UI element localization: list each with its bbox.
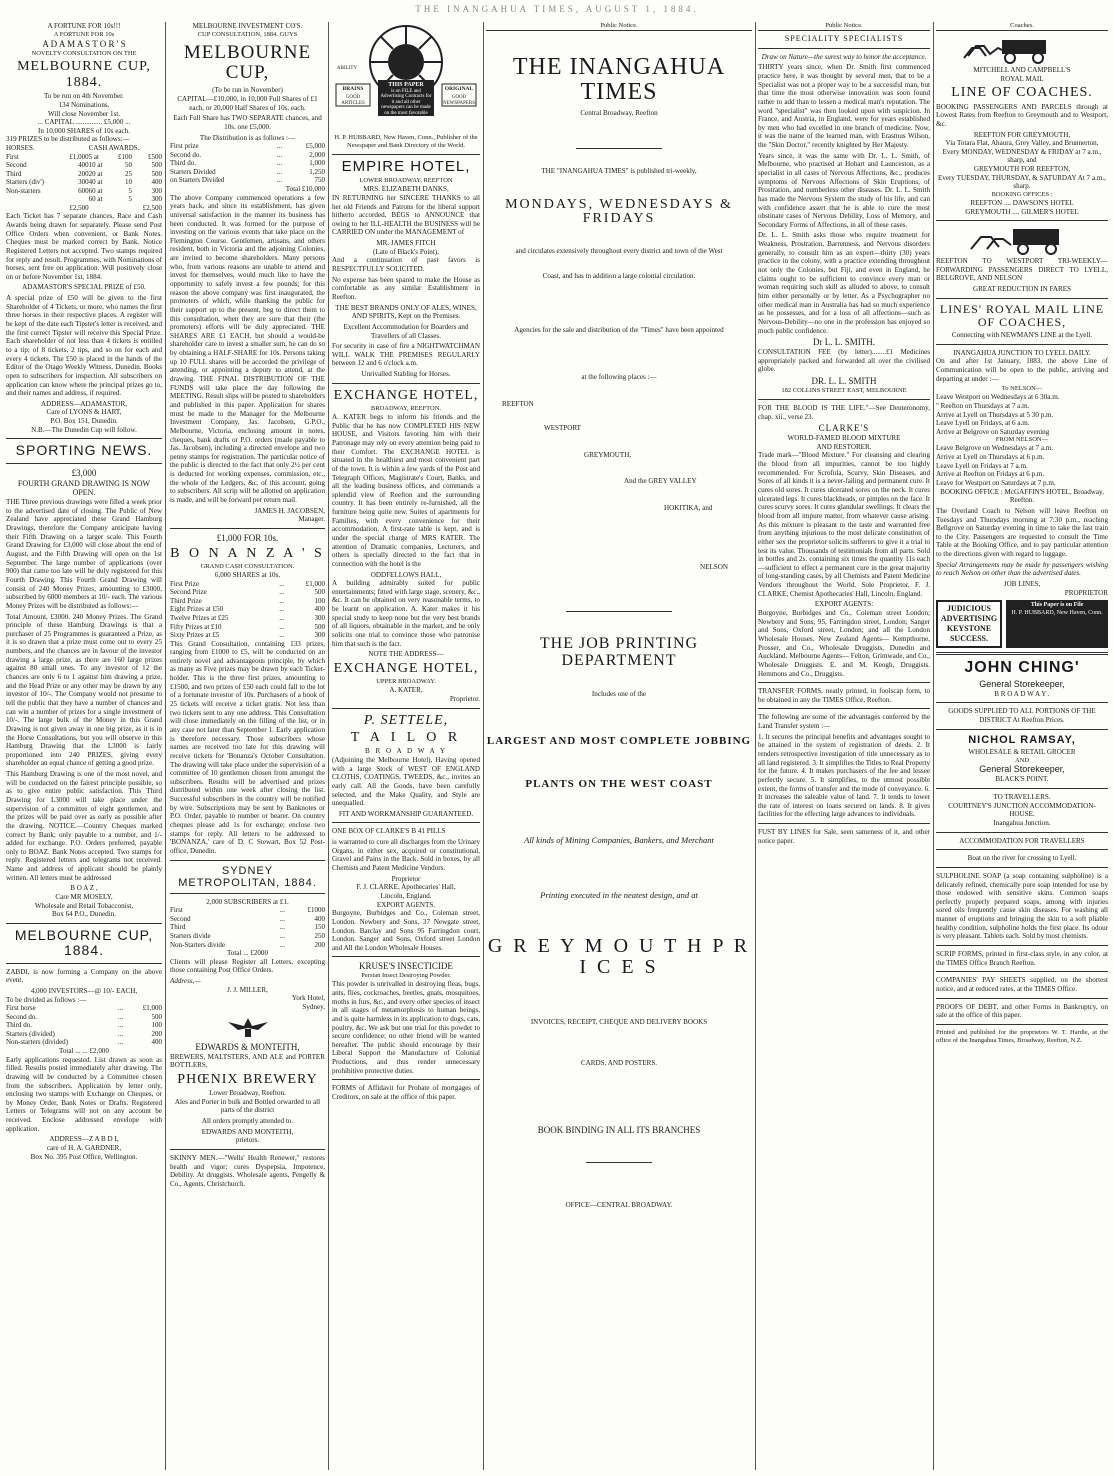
column-rule <box>483 22 484 1470</box>
body-text: Clients will please Register all Letters, excepting those containing Post Office Orders. <box>170 957 325 975</box>
empire-title: EMPIRE HOTEL, <box>341 157 471 175</box>
body-text: Excellent Accommodation for Boarders and Travellers of all Classes. <box>343 322 469 340</box>
companies-ad: COMPANIES' PAY SHEETS supplied, on the shortest notice, and at reduced rates, at the TIMES Office. <box>936 976 1108 993</box>
place-westport: WESTPORT <box>544 424 582 433</box>
hubbard-ad <box>936 600 1108 648</box>
address-line: P.O. Box 151, Dunedin. <box>50 417 118 426</box>
sporting-news-heading: SPORTING NEWS. <box>15 442 153 459</box>
export-label: EXPORT AGENTS. <box>376 900 436 909</box>
largest-line: LARGEST AND MOST COMPLETE JOBBING <box>486 734 752 747</box>
job-dept-title: THE JOB PRINTING DEPARTMENT <box>539 635 699 670</box>
table-row: Sixty Prizes at £5 ... 300 <box>170 631 325 640</box>
place-hokitika: HOKITIKA, and <box>664 504 713 513</box>
tailor-title: T A I L O R <box>350 729 462 745</box>
body-text: THIRTY years since, when Dr. Smith first commenced practice here, it was thought by several men, that to be a Specialist was not a proper way to be a successful man, but that time the most otherwise innovation was soon found rather to add than to lessen a medical man's reputation. The word "specialist" was then looked upon with suspicion. In France, and Austria, in England, were for years established by men who had excelled in one branch of medicine. Now, it was the name of the learned man, with Erasmus Wilson, the "Skin Doctor," recently knighted by Her Majesty. <box>758 63 930 150</box>
bonanza-shares: 6,000 SHARES at 10s. <box>214 571 281 580</box>
table-row: Third do. ... 100 <box>6 1021 162 1030</box>
courtney-heading: COURTNEY'S JUNCTION ACCOMMODATION-HOUSE. <box>948 801 1096 819</box>
fortune-heading: A FORTUNE FOR 10s!!! <box>47 22 121 30</box>
body-text: No expense has been spared to make the House as comfortable as any similar Establishment in Reefton. <box>332 275 480 301</box>
brewers-line: BREWERS, MALTSTERS, AND ALE and PORTER BOTTLERS, <box>170 1052 325 1070</box>
bonanza-amount: £1,000 FOR 10s. <box>216 532 279 543</box>
eagle-icon <box>218 1014 278 1040</box>
proprietor: Proprietor. <box>449 694 480 703</box>
route: REEFTON FOR GREYMOUTH, <box>973 130 1071 139</box>
gen-store: General Storekeeper, <box>979 764 1065 775</box>
boaz-line: Box 64 P.O., Dunedin. <box>51 910 117 919</box>
body-text: A. KATER begs to inform his friends and the Public that he has now COMPLETED HIS NEW HOUSE, and Visitors favoring him with their Patronage may rely on every attention being paid to their Comfort. The EXCHANGE HOTEL is situated in the healthiest and most convenient part of the town. It is within a few yards of the Post and Telegraph Offices, Magistrate's Court, Banks, and all the leading business offices, and commands a splendid view of Reefton and the surrounding country. It has been entirely re-furnished, all the furniture being quite new. Suites of apartments for Families, with every convenience for their accommodation. A first-rate table is kept, and is under the special charge of MRS KATER. The attention of Dramatic companies, Lecturers, and others is specially directed to the fact that in connection with the hotel is the <box>332 413 480 568</box>
table-row: First horse ... £1,000 <box>6 1004 162 1013</box>
fitch: MR. JAMES FITCH <box>376 239 436 248</box>
skinny-men-ad: SKINNY MEN.—"Wells' Health Renewer," restores health and vigor; cures Dyspepsia, Impotence, Debility. At druggists. Wholesale agents, Pengelly & Co., Agents, Christchurch. <box>170 1154 325 1188</box>
body-text: Burgoyne, Burbidges and Co., Coleman street London; Newbery and Sons, 95, Farringdon street, London; Sanger and Sons, Oxford street, London; and all the London Wholesale Houses. New Zealand Agents— Kempthorne, Prosser, and Co., Wholesale Druggists, Dunedin and Auckland. Melbourne Agents— Felton, Grimwade, and Co., Wholesale Druggists. E. and M. Keogh, Druggists. Hemmons and Co., Druggists. <box>758 609 930 678</box>
investment-sub: CUP CONSULTATION, 1884. GUYS <box>197 30 298 38</box>
table-row: Second 400 10 at 50 500 <box>6 161 162 170</box>
place-reefton: REEFTON <box>502 399 534 408</box>
clarke-heading: ONE BOX OF CLARKE'S B 41 PILLS <box>332 827 446 836</box>
column-rule <box>328 22 329 1470</box>
exchange-sub: BROADWAY, REEFTON. <box>370 405 442 413</box>
body-text: On and after 1st January, 1883, the above Line of Communication will be open to the public, arriving and departing at under :— <box>936 357 1108 383</box>
table-row: Second do. ... 500 <box>6 1012 162 1021</box>
circulation-line: Coast, and has in addition a large colonial circulation. <box>542 271 696 280</box>
settele-title: P. SETTELE, <box>363 712 449 728</box>
boaz-name: B O A Z , <box>70 884 98 893</box>
bonanza-sub: GRAND CASH CONSULTATION. <box>200 563 295 571</box>
investors: 4,000 INVESTORS—@ 10/- EACH, <box>30 987 138 996</box>
running-head: THE INANGAHUA TIMES, AUGUST 1, 1884. <box>415 4 699 14</box>
table-row: Third ... 150 <box>170 923 325 932</box>
office-address: OFFICE—CENTRAL BROADWAY. <box>565 1201 673 1210</box>
sydney-sub: 2,000 SUBSCRIBERS at £1. <box>206 897 289 906</box>
line-of-coaches: LINE OF COACHES. <box>951 85 1093 101</box>
mitchell-heading: MITCHELL AND CAMPBELL'S <box>973 65 1071 74</box>
to-nelson: To NELSON— <box>1001 385 1043 393</box>
signature-title: Manager. <box>298 515 325 524</box>
column-5 <box>758 22 930 1470</box>
job-lines: JOB LINES, <box>1003 580 1041 588</box>
export-label: EXPORT AGENTS: <box>814 600 874 609</box>
table-row: First prize ... £5,000 <box>170 142 325 151</box>
body-text: is warranted to cure all discharges from the Urinary Organs, in either sex, acquired or constitutional, Gravel and Pains in the Back. Sold in boxes, by all Chemists and Patent Medicine Vendors. <box>332 838 480 873</box>
address-line: Box No. 395 Post Office, Wellington. <box>30 1152 138 1161</box>
timetable-line: Leave Westport on Wednesdays at 6 30a.m. <box>936 393 1060 402</box>
advantages-list: 1. It secures the principal benefits and advantages sought to be attained in the system of registration of deeds. 2. It renders retrospective investigation of title unnecessary as to all land registered. 3. It simplifies the Titles to Real Property for the future. 4. It makes purchasers of the fee and lessee perfectly secure. 5. It simplifies, to the utmost possible extent, the forms of transfer and the mode of conveyance. 6. It increases the saleable value of land. 7. It tends to lower the rate of interest on loans secured on lands. 8. It gives facilities for the effecting large advances to individuals. <box>758 732 930 819</box>
investment-heading: MELBOURNE INVESTMENT CO'S. <box>192 22 303 30</box>
scrip-ad: SCRIP FORMS, printed in first-class style, in any color, at the TIMES Office Branch Reefton. <box>936 950 1108 967</box>
place-grey-valley: And the GREY VALLEY <box>624 477 697 486</box>
bonanza-table <box>170 580 325 640</box>
hubbard-badge <box>332 22 480 134</box>
timetable-line: " Reefton on Thursdays at 7 a.m. <box>936 401 1030 410</box>
ching-broadway: B R O A D W A Y . <box>994 689 1050 698</box>
table-row: First ... £1000 <box>170 906 325 915</box>
horses-header: HORSES. <box>6 144 35 153</box>
ching-store: General Storekeeper, <box>979 678 1065 689</box>
drsmith-heading-2: DR. L. L. SMITH <box>811 376 877 387</box>
body-text: Unrivalled Stabling for Horses. <box>361 370 451 379</box>
zabdi-total: Total ... ... £2,000 <box>59 1046 109 1055</box>
badge-label: GOOD ARTICLES <box>341 95 365 107</box>
body-text: Each Ticket has 7 separate chances, Race and Cash Awards being drawn for separately. Please send Post Office Orders when convenient, or Bank Notes. Cheques must be marked correct by Bank. Notice Registered Letters not accepted. Two stamps required for reply and result. Programmes, with Nominations of horses, sent free on application. Will positively close on or before November 1st, 1884. <box>6 212 162 281</box>
booking-office: REEFTON .... DAWSON'S HOTEL <box>970 198 1074 207</box>
days-line: MONDAYS, WEDNESDAYS & FRIDAYS <box>505 196 733 227</box>
published-line: THE "INANGAHUA TIMES" is published tri-weekly, <box>541 166 697 175</box>
table-row: Starters (divided) ... 200 <box>6 1029 162 1038</box>
exchange-title-2: EXCHANGE HOTEL, <box>333 660 479 676</box>
table-row: Starters (div') 300 40 at 10 400 <box>6 178 162 187</box>
boaz-line: Wholesale and Retail Tobacconist, <box>34 901 134 910</box>
column-rule <box>165 22 166 1470</box>
transfer-forms: TRANSFER FORMS, neatly printed, in foolscap form, to be obtained in any the TIMES Office, Reefton. <box>758 687 930 704</box>
drsmith-heading: Dr L. L. SMITH. <box>813 337 875 348</box>
timetable-line: Arrive at Lyell on Thursdays at 6 p.m. <box>936 453 1045 462</box>
body-text: Ales and Porter in bulk and Bottled orwarded to all parts of the district <box>174 1097 321 1115</box>
proofs-ad: PROOFS OF DEBT, and other Forms in Bankruptcy, on sale at the office of this paper. <box>936 1002 1108 1020</box>
sulpholine-ad: SULPHOLINE SOAP (a soap containing sulpholine) is a delicately refined, chemically pure soap intended for use by those endowed with sensitive skins. Common soaps perfectly properly prepared soaps, among with injuries sored oils frequently cause skin diseases. For washing all manner of eruptions and bringing the skin to a soft pliable healthy condition, sulpholine holds the first place. Its odour is very pleasant. Tablets each. Sold by most chemists. <box>936 871 1108 941</box>
job-proprietor: PROPRIETOR <box>1064 588 1108 597</box>
bonanza-title: B O N A N Z A ' S <box>170 545 325 561</box>
table-row: Non-starters 600 60 at 5 300 <box>6 186 162 195</box>
cash-header: CASH AWARDS. <box>88 144 140 153</box>
section-label: Coaches. <box>936 22 1108 31</box>
table-row: 60 at 5 300 <box>88 195 162 204</box>
invoices-line: INVOICES, RECEIPT, CHEQUE AND DELIVERY BOOKS <box>530 1018 708 1027</box>
blood-quote: FOR THE BLOOD IS THE LIFE."—See Deuteronomy, chap. xii., verse 23. <box>758 403 930 421</box>
miller-line: York Hotel, <box>291 994 325 1003</box>
timetable-line: Leave Lyell on Fridays at 7 a.m. <box>936 461 1028 470</box>
proprietor: Proprietor <box>391 874 421 883</box>
exchange-title: EXCHANGE HOTEL, <box>333 387 479 403</box>
body-text: All orders promptly attended to. <box>201 1117 294 1126</box>
address-line: care of H. A. GARDNER, <box>46 1144 122 1152</box>
phoenix-title: PHŒNIX BREWERY <box>177 1071 318 1087</box>
miller-line: Sydney. <box>302 1002 325 1011</box>
kruse-heading: KRUSE'S INSECTICIDE <box>359 961 453 972</box>
shares: In 10,000 SHARES of 10s each. <box>37 126 130 135</box>
connect-line: Connecting with NEWMAN'S LINE at the Lyell. <box>951 331 1093 340</box>
address-line: ADDRESS—Z A B D I, <box>49 1135 119 1144</box>
upper-broadway: UPPER BROADWAY. <box>376 678 436 686</box>
table-row: Non-Starters divide ... 200 <box>170 940 325 949</box>
keystone-badge: JUDICIOUS ADVERTISING KEYSTONE SUCCESS. <box>936 600 1002 648</box>
body-text: ADAMASTOR'S SPECIAL PRIZE of £50. <box>22 283 146 292</box>
body-text: Total Amount, £3000. 240 Money Prizes. The Grand principle of these Hamburg Drawings is that a purchaser of 25 Programmes is guaranteed a Prize, as it is so drawn that a prize must come out to every 25 numbers, and the chances are in favour of the investor drawing a large prize, as there are 160 large prizes against 80 small ones. To any investor of 12 the chances are only 6 to 1 against him drawing a prize, and the Head Prize or any other may be drawn by any investor of 10/-. The Company would not presume to tell the public that they have a number of chances and can win a number of prizes for a single investment of 10/-. The large bulk of the Money in this Grand Drawing is not given away in one big prize, as it is in the Horse Consultations, but you will observe in this Hamburg Drawing that the L3000 is fairly proportioned into 240 PRIZES, giving every shareholder an equal chance of getting a good prize. <box>6 612 162 768</box>
table-row: Second Prize ... 500 <box>170 588 325 597</box>
table-row: Third do. ... 1,000 <box>170 159 325 168</box>
includes-line: Includes one of the <box>591 689 647 698</box>
table-row: Third 200 20 at 25 500 <box>6 169 162 178</box>
places-line: at the following places :— <box>581 372 657 381</box>
fit-line: FIT AND WORKMANSHIP GUARANTEED. <box>338 809 474 818</box>
table-row: Second ... 400 <box>170 914 325 923</box>
blacks-point: BLACK'S POINT. <box>995 775 1049 784</box>
badge-label: BRAINS <box>342 86 364 92</box>
body-text: Years since, it was the same with Dr. L. L. Smith, of Melbourne, who practised at Hobart and Launceston, as a specialist in all cases of Nervous Affections, &c., produces symptoms of Nervous Affections of Skin Eruptions, of Prostration, and numberless other diseases. Dr. L. L. Smith has made the Nervous System the study of his life, and can with confidence assert that he is able to cure the most obstinate cases of Nervous Debility, Loss of Memory, and Secondary Forms of Affections, in all of these cases. <box>758 151 930 229</box>
paper-title: THE INANGAHUA TIMES <box>512 53 726 106</box>
speciality-heading: SPECIALITY SPECIALISTS <box>784 33 904 43</box>
signature: JAMES H. JACOBSEN, <box>254 506 325 515</box>
prize-table <box>170 142 325 185</box>
booking-label: BOOKING OFFICES : <box>991 191 1053 198</box>
column-4 <box>486 22 752 1470</box>
body-text: A special prize of £50 will be given to the first Shareholder of 4 Tickets, or more, who names the first three horses in their respective places. A register will be kept of the date each Tipster's letter is received, and the first correct Tipster will receive this Special Prize. Each shareholder of not less than 4 tickets is entitled to a tip; of 8 tickets, 2 tips, and so on for each and every 4 tickets. The £50 is placed in the hands of the Editor of the Otago Weekly Witness, Dunedin. Books open to subscribers for inspection. All subscribers on application can know where the principal prizes go to, and their names and address, if required. <box>6 294 162 398</box>
timetable-line: Leave Lyell on Fridays, at 6 a.m. <box>936 419 1030 428</box>
body-text: Burgoyne, Burbidges and Co., Coleman street, London. Newbery and Sons, 37 Newgate street, London. Barclay and Sons 95 Farringdon court, London. Sanger and Sons, Oxford street London and All the London Wholesale Houses. <box>332 909 480 952</box>
body-text: BOOKING PASSENGERS AND PARCELS through at Lowest Rates from Reefton to Greymouth and to Westport, &c. <box>936 102 1108 128</box>
table-row: First Prize ... £1,000 <box>170 579 325 588</box>
royal-mail: ROYAL MAIL <box>1000 74 1044 83</box>
table-row: Eight Prizes at £50 ... 400 <box>170 605 325 614</box>
timetable-line: Arrive at Belgrove on Saturday evening <box>936 427 1050 436</box>
body-text: (Adjoining the Melbourne Hotel), Having opened with a large Stock of WEST OF ENGLAND CLOTHS, COATINGS, TWEEDS, &c., invites an early call. All the Goods, have been carefully selected, and the Make Quality, and Style are unequalled. <box>332 755 480 808</box>
timetable-line: Leave for Westport on Saturdays at 7 p.m. <box>936 478 1056 487</box>
booking-office: GREYMOUTH .... GILMER'S HOTEL <box>965 207 1079 216</box>
drawing-heading: FOURTH GRAND DRAWING IS NOW OPEN. <box>17 478 151 498</box>
hubbard-line: H. P. HUBBARD, New Haven, Conn., Publisher of the Newspaper and Bank Directory of the World. <box>334 134 478 149</box>
body-text: The above Company commenced operations a few years back, and since its establishment, has given universal satisfaction in the manner its business has been conducted. It was formed for the purpose of investing on the various events that take place on the Flemington Course. Gentlemen, artisans, and others resident, both in Victoria and the adjoining Colonies, are invited to become shareholders. Many persons who, from various reasons are unable to attend and invest for themselves, would much like to have the opportunity to safely invest a few pounds; for this reason the above company was first inaugurated, the promoters of which, while thanking the public for their support up to the present, beg to direct them to this consultation, when they are sure that their (the promoters) efforts will be duly appreciated. THE SHARES ARE £1 EACH, but should a would-be shareholder care to invest a smaller sum, he can do so by obtaining a HALF-SHARE for 10s. Persons taking up 10 FULL shares will be accorded the privilege of attending, or appointing a deputy to attend, at the drawing. THE FINAL DISTRIBUTION OF THE FUNDS will take place the day following the MEETING. Result slips will be posted to shareholders and published in this paper. Application for shares must be made to the Manager for the Melbourne Investment Company, Jas. Jacobsen, G.P.O., Melbourne, Victoria, enclosing amount in notes, cheques, bank drafts or P.O. orders (made payable to Jas. Jacobsen), including a directed envelope and two penny stamps for registration. The particular notice of the public is directed to the fact that only 2½ per cent is deducted for working expenses, commission, etc., the whole of the Ledgers, &c. of this account, going to subscribers. All scrip will be allotted on application is made, and will be forward per return mail. <box>170 193 325 504</box>
body-text: This Hamburg Drawing is one of the most novel, and will be conducted on the fairest principle possible, so as to give entire public satisfaction. This Third Drawing for L3000 will take place under the supervision of a committee of eight gentlemen, and the prizes will be paid over as early as possible after the drawing. NOTICE.—Country Cheques marked correct by Bank; only payable to a number, and 1/- added for exchange. P.O. Orders preferred, payable only to BOAZ. Bank Notes accepted. Two stamps for reply. Registered letters and telegrams not received. Name and address of applicant should be plainly written. All letters must be addressed <box>6 770 162 882</box>
imprint: Printed and published for the proprietors W. T. Hardie, at the office of the Inangahua Times, Broadway, Reefton, N.Z. <box>936 1028 1108 1044</box>
body-text: Trade mark—"Blood Mixture." For cleansing and clearing the blood from all impurities, cannot be too highly recommended. For Scrofula, Scurvy, Skin Diseases, and Sores of all kinds it is a never-failing and permanent cure. It cures old sores. It cures ulcerated sores on the neck. It cures ulcerated legs. It cures blackheads, or pimples on the face. It cures scurvy sores. It cures glandular swellings. It clears the blood from all impure matter, from whatever cause arising. As this mixture is pleasant to the taste and warranted free from anything injurious to the most delicate constitution of either sex the proprietor solicits sufferers to give it a trial to test its value. Thousands of testimonials from all parts. Sold in bottles and 2s. containing six times the quantity 11s each—sufficient to effect a permanent cure in the great majority of long-standing cases, by all Chemists and Patent Medicine Vendors throughout the World. Sole Proprietor, F. J. CLARKE, Chemist Apothecaries' Hall, Lincoln, England. <box>758 451 930 598</box>
route-via: Via Totara Flat, Ahaura, Grey Valley, and Brunnerton, <box>945 139 1099 148</box>
boat-line: Boat on the river for crossing to Lyell. <box>967 854 1077 863</box>
sydney-table <box>170 906 325 949</box>
stagecoach-icon <box>967 225 1077 255</box>
restorer-heading: AND RESTORER. <box>816 442 872 451</box>
table-row: Starters Divided ... 1,250 <box>170 167 325 176</box>
goods-line: GOODS SUPPLIED TO ALL PORTIONS OF THE DISTRICT At Reefton Prices. <box>948 707 1096 725</box>
agencies-line: Agencies for the sale and distribution of the "Times" have been appointed <box>514 326 724 335</box>
office-line: Central Broadway, Reefton <box>580 109 658 118</box>
edwards-heading: EDWARDS & MONTEITH, <box>195 1041 300 1052</box>
body-text: Dr. L. L. Smith asks those who require treatment for Weakness, Prostration, Barrenness, and Nervous disorders generally, to consult him as an expert—thirty (30) years practice in the colony, with a practice extending throughout not only the Colonies, but Fiji, and even in England, he claims ought to be sufficient to convince every man or woman requiring such skill as alluded to above, to consult him either personally or by letter. As a Psychographer no other medical man in Australia has had so much experience as he possesses, and for a loss of all affections—such as Nervous-Debility—no one in the profession has enjoyed so much public confidence. <box>758 231 930 335</box>
table-row: Second do. ... 2,000 <box>170 150 325 159</box>
printing-line: Printing executed in the neatest design, and at <box>540 889 698 900</box>
nominations: 134 Nominations. <box>58 100 110 109</box>
column-6 <box>936 22 1108 1470</box>
dist-label: To be divided as follows :— <box>6 995 87 1004</box>
note-address: NOTE THE ADDRESS— <box>368 650 444 659</box>
miller: J. J. MILLER, <box>227 985 268 994</box>
badge-label: GOOD NEWSPAPERS <box>443 95 476 107</box>
adamastor-title: A D A M A S T O R ' S <box>42 38 126 49</box>
and-line: AND <box>1014 756 1030 764</box>
column-rule <box>755 22 756 1470</box>
fitch-sub: (Late of Black's Point), <box>373 247 439 256</box>
column-1 <box>6 22 162 1470</box>
wholesale-line: WHOLESALE & RETAIL GROCER <box>968 747 1076 756</box>
bookbinding-line: BOOK BINDING IN ALL ITS BRANCHES <box>537 1125 701 1136</box>
body-text: The Overland Coach to Nelson will leave Reefton on Tuesdays and Thursdays morning at 7:30 p.m., reaching Bellgrove on Saturday evening in time to take the last train to the City. Passengers are requested to consult the Time Table at the Booking Office, and to pay particular attention to the directions given with regard to luggage. <box>936 506 1108 559</box>
coach-icon <box>962 34 1082 64</box>
onfile-box: This Paper is on File H. P. HUBBARD, New Haven, Conn. <box>1006 600 1108 648</box>
sydney-heading: SYDNEY METROPOLITAN, 1884. <box>178 864 317 889</box>
closing: Will close November 1st. <box>47 109 121 118</box>
table-row: Third Prize ... 100 <box>170 596 325 605</box>
distribution-note: 319 PRIZES to be distributed as follows:— <box>6 135 130 144</box>
sum-left: £2,500 <box>69 203 89 212</box>
adamastor-subtitle: NOVELTY CONSULTATION ON THE <box>31 49 137 57</box>
badge-text: THIS PAPER is on FILE and Advertising Contracts for it and all other newspapers can be made on the most favorable terms at the Advertising Agency of <box>380 82 432 127</box>
address-line: Care of LYONS & HART, <box>46 408 122 417</box>
lines-heading: LINES' ROYAL MAIL LINE OF COACHES, <box>939 301 1105 329</box>
bottom-note: FUST BY LINES for Sale, seen sameness of it, and other notice paper. <box>758 828 930 845</box>
cup-title: MELBOURNE CUP, <box>183 41 312 83</box>
smith-address: 182 COLLINS STREET EAST, MELBOURNE <box>781 387 907 395</box>
special-arrangements: Special Arrangements may be made by passengers wishing to reach Nelson on other than the advertised dates. <box>936 560 1108 578</box>
signature-title: prietors. <box>235 1136 260 1145</box>
body-text: ZABDI, is now forming a Company on the above event. <box>6 967 162 985</box>
body-text: A building admirably suited for public entertainments; fitted with large stage, scenery, &c., &c. It can be obtained on very reasonable terms, to be learnt on application. A. Kater makes it his special study to keep none but the very best brands of all liquors, obtainable in the market, and he only solicits one trial to convince those who patronise him that such is the fact. <box>332 579 480 648</box>
danks: MRS. ELIZABETH DANKS, <box>363 185 449 194</box>
forms-ad: FORMS of Affidavit for Probate of mortgages of Creditors, on sale at the office of this paper. <box>332 1084 480 1102</box>
sydney-total: Total ... £2000 <box>226 949 269 958</box>
address-line: ADDRESS—ADAMASTOR, <box>41 399 127 408</box>
route-days: Every MONDAY, WEDNESDAY & FRIDAY at 7 a.m., sharp, and <box>942 147 1102 165</box>
separate-chances: Each Full Share has TWO SEPARATE chances, and 10s. one £5,000. <box>173 114 322 131</box>
address-label: Address,— <box>170 976 201 985</box>
advantages-intro: The following are some of the advantages conferred by the Land Transfer system :— <box>758 713 930 731</box>
tailor-broadway: B R O A D W A Y <box>364 747 448 756</box>
from-nelson: FROM NELSON— <box>995 436 1049 444</box>
timetable-line: Arrive at Reefton on Fridays at 6 p.m. <box>936 470 1045 479</box>
junction-heading: INANGAHUA JUNCTION TO LYELL DAILY. <box>953 348 1091 357</box>
travellers-heading: TO TRAVELLERS. <box>993 793 1051 802</box>
dist-label: The Distribution is as follows :— <box>199 133 296 142</box>
motto: Draw on Nature—the surest way to honor the acceptance. <box>761 52 927 61</box>
clarke-name: F. J. CLARKE, Apothecaries' Hall, <box>356 883 456 892</box>
inangahua-line: Inangahua Junction. <box>993 818 1051 827</box>
body-text: This powder is unrivalled in destroying fleas, bugs, ants, flies, cockroaches, beetles, gnats, mosquitoes, moths in furs, &c., and every other species of insect in all stages of metamorphosis to human beings, and is quite harmless in its application to dogs, cats, poultry, &c. We ask but one trial for this powder to secure confidence; no other friend will be wanted hereafter. The public should encourage by their Liberal Support the Manufacture of Colonial Productions, and thus render unnecessary prohibitive protective duties. <box>332 980 480 1075</box>
boaz-line: Care MR MOSELY, <box>55 893 113 902</box>
capital: ... CAPITAL ............... £5,000 ... <box>37 118 131 127</box>
badge-label: ABILITY <box>337 66 357 71</box>
note: N.B.—The Dunedin Cup will follow. <box>31 425 137 434</box>
mixture-heading: WORLD-FAMED BLOOD MIXTURE <box>787 434 901 443</box>
route: GREYMOUTH FOR REEFTON, <box>973 165 1071 174</box>
sum-right: £2,500 <box>142 203 162 212</box>
run-note: (To be run in November) <box>212 86 283 95</box>
total: Total £10,000 <box>285 184 325 193</box>
body-text: THE Three previous drawings were filled a week prior to the advertised date of closing. The Public of New Zealand have appreciated these Grand Hamburg Drawings, therefore the Company anticipate having their Fifth Drawing on a larger scale. This Fourth Grand Drawing for £3,000 will close about the end of August, and the Fifth Drawing will open on the 1st September. The large number of applications (over 900) that came too late will be duly registered for this Fourth Drawing. This Fourth Grand Drawing will consist of 240 Money Prizes, amounting to £3000, subscribed by 6000 members at 10/- each. The various Money Prizes will be distributed as follows:— <box>6 498 162 610</box>
body-text: IN RETURNING her SINCERE THANKS to all her old Friends and Patrons for the liberal support hitherto accorded, BEGS to ANNOUNCE that owing to her ILL-HEALTH the BUSINESS will be CARRIED ON under the MANAGEMENT of <box>332 193 480 237</box>
body-text: THE BEST BRANDS ONLY OF ALES, WINES, AND SPIRITS, Kept on the Premises. <box>335 303 477 321</box>
circulation-line: and circulates extensively throughout every district and town of the West <box>515 246 723 255</box>
prize-table <box>6 144 162 212</box>
section-label: Public Notice. <box>486 22 752 31</box>
clarke-town: Lincoln, England. <box>380 891 432 900</box>
amount: £3,000 <box>71 467 97 478</box>
table-row: First £1,000 5 at £100 £500 <box>6 152 162 161</box>
hall-name: ODDFELLOWS HALL, <box>370 570 442 579</box>
body-text: Early applications requested. List drawn as soon as filled. Results posted immediately after drawing. The drawing will be conducted by a Committee chosen from the subscribers. Application by letter only, enclosing two stamps with Exchange on Cheques, or by Money Order, Bank Notes or Drafts. Registered Letters or Telegrams will not on any account be received. Enclose addressed envelope with application. <box>6 1055 162 1133</box>
melbourne-cup-heading: MELBOURNE CUP, 1884. <box>14 926 154 959</box>
timetable-line: Leave Belgrove on Wednesdays at 7 a.m. <box>936 444 1054 453</box>
table-row: on Starters Divided ... 750 <box>170 176 325 185</box>
body-text: And a continuation of past favors is RESPECTFULLY SOLICITED. <box>332 256 480 274</box>
column-2 <box>170 22 325 1470</box>
reduction-heading: GREAT REDUCTION IN FARES <box>972 285 1072 294</box>
place-nelson: NELSON <box>700 562 728 571</box>
plants-line: PLANTS ON THE WEST COAST <box>525 778 713 790</box>
table-row: Starters divide ... 250 <box>170 932 325 940</box>
accommodation-heading: ACCOMMODATION FOR TRAVELLERS <box>959 836 1085 845</box>
body-text: This Grand Consultation, containing 133 prizes, ranging from £1000 to £5, will be conducted on an entirely novel and advantageous principle, by which as many as Five prizes may be drawn by each Ticket-holder. This is the three first prizes, amounting to £1500, and two prizes of £50 each could fall to the lot of a fortunate investor of 10s. Purchasers of a book of 25 tickets will receive a ticket gratis. Not less than two tickets sent to any one address. This Consultation will close immediately on the filling of the list, or in any case not later than September 1. Early application is therefore necessary. Those subscribers whose names are received too late for this drawing will receive tickets for 'Bonanza's October Consultation. The drawing will take place under the supervision of a committee of 10 gentlemen chosen from amongst the subscribers. Results will be advertised and prizes distributed within one week after closing the list. Successful subscribers in the country will be notified by wire. Subscriptions may be sent by Banknotes or P.O. Order, payable to number or bearer. On country cheques please add 1s for exchange; enclose two stamps for reply. All letters to be addressed to 'BONANZA,' care of D. C Stewart, Box 52 Post-office, Dunedin. <box>170 639 325 855</box>
consult-fee: CONSULTATION FEE (by letter)........£1 Medicines appropriately packed and forwarded all over the civilised globe. <box>758 348 930 374</box>
column-rule <box>933 22 934 1470</box>
table-row: Non-starters (divided) ... 400 <box>6 1038 162 1047</box>
allkinds-line: All kinds of Mining Companies, Bankers, and Merchant <box>524 835 714 846</box>
cards-line: CARDS, AND POSTERS. <box>580 1058 658 1067</box>
kater: A. KATER, <box>389 686 423 695</box>
clarkes-heading: CLARKE'S <box>818 423 870 434</box>
signature: EDWARDS AND MONTEITH, <box>201 1127 294 1136</box>
table-row: Fifty Prizes at £10 ... 500 <box>170 622 325 631</box>
fortune-subheading: A FORTUNE FOR 10s <box>53 30 115 38</box>
body-text: REEFTON TO WESTPORT TRI-WEEKLY—FORWARDING PASSENGERS DIRECT TO LYELL, BELGROVE, AND NELSON <box>936 257 1108 283</box>
nichol-title: NICHOL RAMSAY, <box>968 733 1076 746</box>
capital: CAPITAL—£10,000, in 10,000 Full Shares of £1 each, or 20,000 Half Shares of 10s. each. <box>177 95 318 112</box>
section-label: Public Notice. <box>758 22 930 31</box>
route-days: Every TUESDAY, THURSDAY, & SATURDAY At 7 a.m., sharp. <box>938 173 1106 191</box>
empire-sub: LOWER BROADWAY, REEFTON <box>359 177 453 185</box>
table-row: Twelve Prizes at £25 ... 300 <box>170 613 325 622</box>
greymouth-prices: G R E Y M O U T H P R I C E S <box>487 935 751 979</box>
body-text: For security in case of fire a NIGHTWATCHMAN WILL WALK THE PREMISES REGULARLY between 12 and 6 o'clock a.m. <box>332 342 480 368</box>
booking-office-line: BOOKING OFFICE : McGAFFIN'S HOTEL, Broadway, Reefton. <box>940 487 1104 505</box>
ching-title: JOHN CHING' <box>964 659 1080 677</box>
run-date: To be run on 4th November. <box>44 92 124 101</box>
kruse-sub: Persian Insect Destroying Powder. <box>361 972 451 980</box>
address-line: Lower Broadway, Reefton. <box>209 1089 286 1098</box>
badge-label: ORIGINAL <box>444 86 474 92</box>
timetable-line: Arrive at Lyell on Thursdays at 5 30 p.m. <box>936 410 1054 419</box>
column-3 <box>332 22 480 1470</box>
place-greymouth: GREYMOUTH, <box>584 450 632 459</box>
zabdi-table <box>6 1004 162 1047</box>
cup-title: MELBOURNE CUP, 1884. <box>17 59 151 90</box>
